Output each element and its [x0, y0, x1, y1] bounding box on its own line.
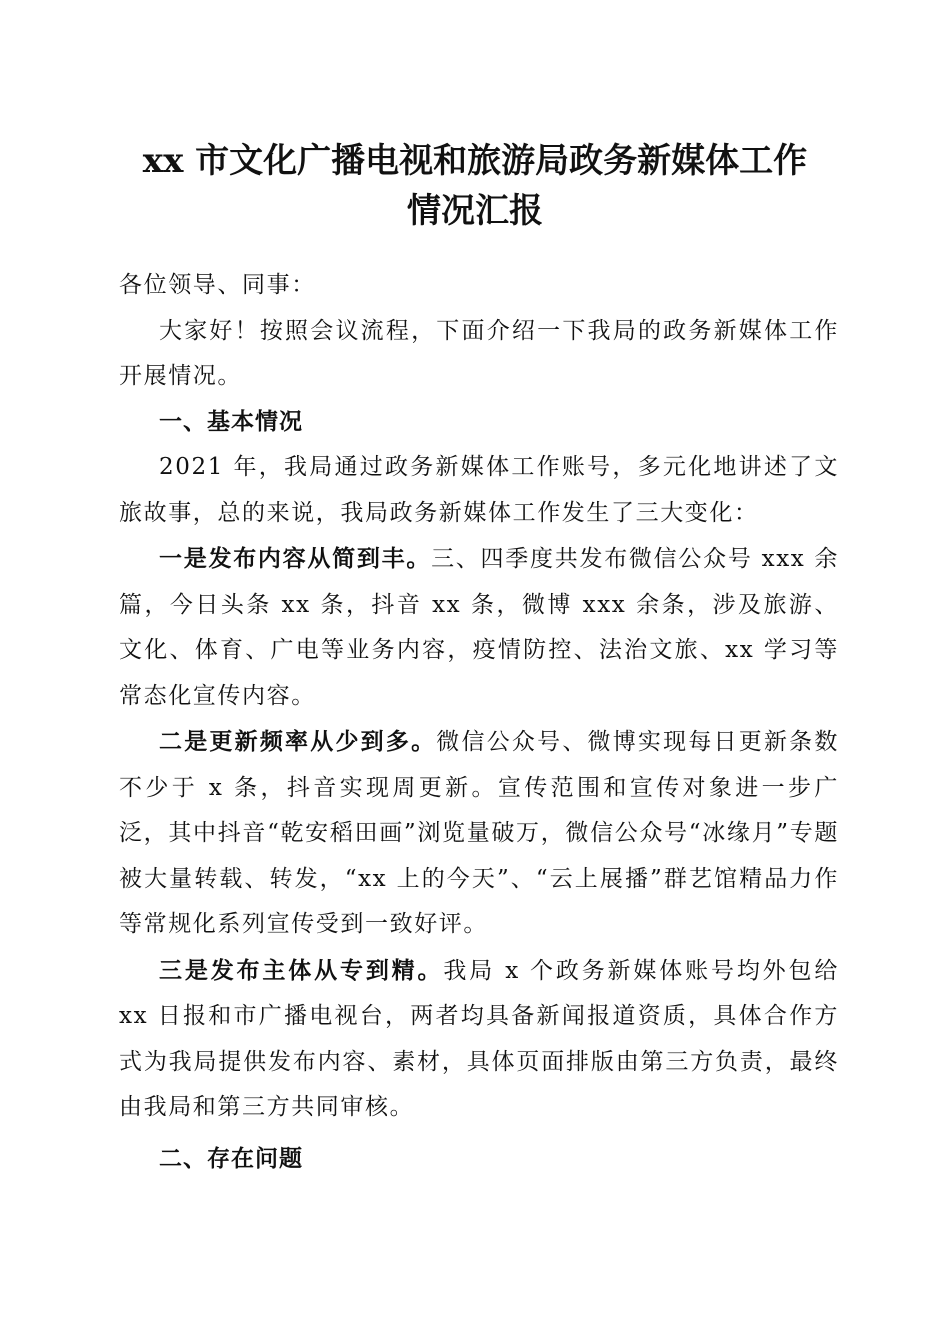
title-line-2: 情况汇报 — [407, 191, 543, 231]
point-1-lead: 一是发布内容从简到丰。 — [159, 545, 432, 572]
point-2-text: 微信公众号、微博实现每日更新条数不少于 x 条，抖音实现周更新。宣传范围和宣传对象进一步广泛，其中抖音“乾安稻田画”浏览量破万，微信公众号“冰缘月”专题被大量转载、转发，“xx 上的今天”、“云上展播”群艺馆精品力作等常规化系列宣传受到一致好评。 — [119, 729, 839, 937]
section-heading-problems: 二、存在问题 — [159, 1145, 303, 1172]
document-title — [100, 136, 850, 236]
point-2-paragraph — [119, 719, 839, 948]
greeting: 各位领导、同事： — [119, 272, 316, 298]
point-3-text: 我局 x 个政务新媒体账号均外包给 xx 日报和市广播电视台，两者均具备新闻报道资质，具体合作方式为我局提供发布内容、素材，具体页面排版由第三方负责，最终由我局和第三方共同审核。 — [119, 957, 839, 1120]
point-2-lead: 二是更新频率从少到多。 — [159, 728, 437, 755]
document-body — [119, 263, 839, 1182]
title-line-1: xx 市文化广播电视和旅游局政务新媒体工作 — [142, 141, 808, 181]
point-1-paragraph — [119, 536, 839, 719]
section-heading-basic: 一、基本情况 — [159, 408, 303, 435]
point-1-text: 三、四季度共发布微信公众号 xxx 余篇，今日头条 xx 条，抖音 xx 条，微博 xxx 余条，涉及旅游、文化、体育、广电等业务内容，疫情防控、法治文旅、xx 学习等常态化宣传内容。 — [119, 546, 839, 709]
point-3-lead: 三是发布主体从专到精。 — [159, 956, 444, 984]
section1-paragraph: 2021 年，我局通过政务新媒体工作账号，多元化地讲述了文旅故事，总的来说，我局政务新媒体工作发生了三大变化： — [119, 454, 839, 526]
point-3-paragraph — [119, 948, 839, 1131]
intro-paragraph: 大家好！按照会议流程，下面介绍一下我局的政务新媒体工作开展情况。 — [119, 317, 839, 389]
